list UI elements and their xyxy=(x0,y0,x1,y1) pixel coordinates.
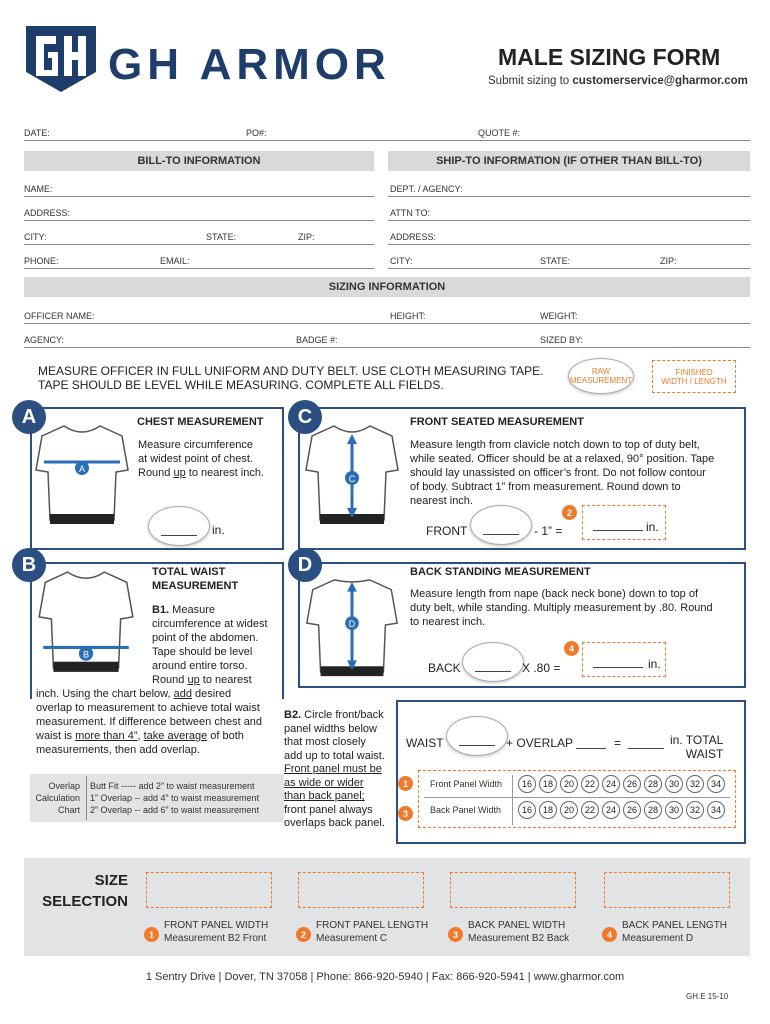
bill-phone-field[interactable] xyxy=(24,268,374,269)
overlap-chart-label: Overlap Calculation Chart xyxy=(35,781,80,815)
bill-address-label: ADDRESS: xyxy=(24,208,71,218)
total-waist-label: in. TOTAL WAIST xyxy=(670,733,724,761)
size-selection-caption-title: BACK PANEL WIDTH xyxy=(468,920,566,931)
raw-measurement-legend xyxy=(568,358,634,394)
finished-label-1: FINISHED xyxy=(675,367,713,377)
quote-label: QUOTE #: xyxy=(478,128,521,138)
section-b-badge: B xyxy=(12,548,46,582)
front-minus-label: - 1” = xyxy=(534,524,563,538)
overlap-row-2: 1” Overlap -- add 4” to waist measurement xyxy=(90,793,260,803)
front-panel-size-option[interactable]: 22 xyxy=(581,775,599,793)
bill-city-field[interactable] xyxy=(24,244,374,245)
ship-attn-field[interactable] xyxy=(388,220,750,221)
form-code: GH.E 15-10 xyxy=(686,992,729,1001)
sized-by-label: SIZED BY: xyxy=(540,335,584,345)
size-selection-caption-title: FRONT PANEL LENGTH xyxy=(316,920,429,931)
instruction-line-2: TAPE SHOULD BE LEVEL WHILE MEASURING. COMPLETE ALL FIELDS. xyxy=(38,378,444,392)
front-seated-heading: FRONT SEATED MEASUREMENT xyxy=(410,416,584,428)
b1-label: B1. xyxy=(152,604,170,616)
size-selection-badge: 1 xyxy=(144,927,159,942)
ship-dept-label: DEPT. / AGENCY: xyxy=(390,184,463,194)
size-selection-caption xyxy=(622,919,727,945)
size-selection-title: SIZE SELECTION xyxy=(42,872,128,910)
shirt-a-letter: A xyxy=(78,464,86,474)
ship-dept-field[interactable] xyxy=(388,196,750,197)
front-panel-size-option[interactable]: 28 xyxy=(644,775,662,793)
panel-size-divider xyxy=(512,775,513,825)
chest-line-2: at widest point of chest. xyxy=(138,453,253,465)
total-waist-field[interactable] xyxy=(628,748,664,749)
front-panel-size-option[interactable]: 24 xyxy=(602,775,620,793)
bill-address-field[interactable] xyxy=(24,220,374,221)
size-selection-caption xyxy=(164,919,268,945)
b1-instructions-cont: inch. Using the chart below, add desired overlap to measurement to achieve total waist measurement. If difference between chest and waist is more than 4”, take average of both measurements, then add overlap. xyxy=(36,688,263,756)
waist-heading-2: MEASUREMENT xyxy=(152,580,239,592)
ship-state-label: STATE: xyxy=(540,256,571,266)
overlap-label: + OVERLAP xyxy=(506,736,574,750)
section-a-badge: A xyxy=(12,400,46,434)
shirt-front-b-icon xyxy=(36,566,136,678)
sizing-heading: SIZING INFORMATION xyxy=(24,277,750,297)
front-unit: in. xyxy=(646,520,659,534)
front-panel-sizes xyxy=(518,775,728,793)
b2-instructions: B2. Circle front/back panel widths below that most closely add up to total waist. Front panel must be as wide or wider than back panel; front panel always overlaps back panel. xyxy=(284,709,385,829)
overlap-row-3: 2” Overlap -- add 6” to waist measurement xyxy=(90,805,260,815)
shirt-front-a-icon xyxy=(34,420,130,530)
height-label: HEIGHT: xyxy=(390,311,426,321)
date-label: DATE: xyxy=(24,128,50,138)
back-panel-size-option[interactable]: 20 xyxy=(560,801,578,819)
panel-width-divider xyxy=(424,797,730,798)
ship-attn-label: ATTN TO: xyxy=(390,208,431,218)
front-line-2: while seated. Officer should be at a relaxed, 90° position. Tape xyxy=(410,453,715,465)
back-standing-heading: BACK STANDING MEASUREMENT xyxy=(410,566,591,578)
front-line-3: should lay unassisted on officer’s front. Do not follow contour xyxy=(410,467,706,479)
front-panel-size-option[interactable]: 20 xyxy=(560,775,578,793)
chest-instructions xyxy=(138,438,264,480)
size-selection-badge: 3 xyxy=(448,927,463,942)
overlap-chart-rows xyxy=(90,780,259,816)
overlap-row-1: Butt Fit ----- add 2” to waist measurement xyxy=(90,781,255,791)
chest-line-3: Round up to nearest inch. xyxy=(138,467,265,479)
bill-state-label: STATE: xyxy=(206,232,237,242)
front-panel-size-option[interactable]: 26 xyxy=(623,775,641,793)
ship-zip-label: ZIP: xyxy=(660,256,677,266)
bill-phone-label: PHONE: xyxy=(24,256,59,266)
chest-heading: CHEST MEASUREMENT xyxy=(137,416,264,428)
waist-equals: = xyxy=(614,736,622,750)
raw-label-2: MEASUREMENT xyxy=(569,376,633,385)
back-panel-size-option[interactable]: 22 xyxy=(581,801,599,819)
waist-raw-input[interactable] xyxy=(446,716,508,756)
officer-label: OFFICER NAME: xyxy=(24,311,95,321)
front-panel-size-option[interactable]: 16 xyxy=(518,775,536,793)
badge-label: BADGE #: xyxy=(296,335,338,345)
front-panel-label: Front Panel Width xyxy=(430,779,503,789)
back-panel-sizes xyxy=(518,801,728,819)
size-selection-caption-source: Measurement B2 Front xyxy=(164,933,267,944)
front-panel-badge-1: 1 xyxy=(398,776,413,791)
shirt-d-letter: D xyxy=(348,619,356,630)
po-label: PO#: xyxy=(246,128,267,138)
bill-name-label: NAME: xyxy=(24,184,53,194)
chest-line-1: Measure circumference xyxy=(138,439,253,451)
raw-label-1: RAW xyxy=(591,367,611,376)
ship-address-field[interactable] xyxy=(388,244,750,245)
front-line-5: nearest inch. xyxy=(410,495,473,507)
ship-address-label: ADDRESS: xyxy=(390,232,437,242)
finished-label-2: WIDTH / LENGTH xyxy=(661,376,727,386)
bill-city-label: CITY: xyxy=(24,232,47,242)
back-panel-label: Back Panel Width xyxy=(430,805,502,815)
size-selection-input[interactable] xyxy=(146,872,272,908)
shirt-back-d-icon xyxy=(304,574,400,682)
waist-label: WAIST xyxy=(406,736,444,750)
shirt-c-letter: C xyxy=(348,474,356,484)
finished-legend xyxy=(652,360,736,393)
front-panel-size-option[interactable]: 32 xyxy=(686,775,704,793)
size-selection-caption-source: Measurement C xyxy=(316,933,388,944)
size-selection-badge: 2 xyxy=(296,927,311,942)
back-badge-4: 4 xyxy=(564,641,579,656)
agency-label: AGENCY: xyxy=(24,335,65,345)
brand-name: GH ARMOR xyxy=(108,40,391,89)
size-selection-caption-source: Measurement D xyxy=(622,933,694,944)
bill-to-heading: BILL-TO INFORMATION xyxy=(24,151,374,171)
weight-label: WEIGHT: xyxy=(540,311,578,321)
size-selection-caption xyxy=(468,919,569,945)
front-panel-size-option[interactable]: 34 xyxy=(707,775,725,793)
bill-name-field[interactable] xyxy=(24,196,374,197)
back-panel-size-option[interactable]: 34 xyxy=(707,801,725,819)
back-standing-instructions: Measure length from nape (back neck bone) down to top of duty belt, while standing. Multiply measurement by .80. Round to nearest inch. xyxy=(410,588,713,628)
form-title: MALE SIZING FORM xyxy=(498,44,721,70)
back-raw-input[interactable] xyxy=(462,642,524,682)
overlap-chart-divider xyxy=(86,776,87,820)
ship-city-label: CITY: xyxy=(390,256,413,266)
back-panel-size-option[interactable]: 32 xyxy=(686,801,704,819)
section-c-badge: C xyxy=(288,400,322,434)
ship-city-field[interactable] xyxy=(388,268,750,269)
instruction-line-1: MEASURE OFFICER IN FULL UNIFORM AND DUTY BELT. USE CLOTH MEASURING TAPE. xyxy=(38,364,544,378)
agency-field[interactable] xyxy=(24,347,750,348)
chest-unit: in. xyxy=(212,523,225,537)
back-panel-badge-3: 3 xyxy=(398,806,413,821)
subtitle-prefix: Submit sizing to xyxy=(488,75,573,87)
back-panel-size-option[interactable]: 18 xyxy=(539,801,557,819)
size-selection-caption-source: Measurement B2 Back xyxy=(468,933,570,944)
front-seated-instructions xyxy=(410,438,714,508)
front-line-1: Measure length from clavicle notch down to top of duty belt, xyxy=(410,439,700,451)
waist-heading xyxy=(152,565,238,593)
size-selection-badge: 4 xyxy=(602,927,617,942)
back-unit: in. xyxy=(648,657,661,671)
b1-instructions: B1. Measure circumference at widest point of the abdomen. Tape should be level around entire torso. Round up to nearest xyxy=(152,604,268,686)
form-subtitle xyxy=(488,75,748,87)
size-selection-caption xyxy=(316,919,428,945)
instructions xyxy=(38,364,543,392)
chest-measurement-input[interactable] xyxy=(148,506,210,546)
gh-logo-icon xyxy=(22,22,100,94)
front-label: FRONT xyxy=(426,524,468,538)
back-panel-size-option[interactable]: 26 xyxy=(623,801,641,819)
back-label: BACK xyxy=(428,661,461,675)
back-panel-size-option[interactable]: 30 xyxy=(665,801,683,819)
size-selection-input[interactable] xyxy=(604,872,730,908)
front-line-4: of body. Subtract 1” from measurement. Round down to xyxy=(410,481,681,493)
bill-zip-label: ZIP: xyxy=(298,232,315,242)
ship-to-heading: SHIP-TO INFORMATION (IF OTHER THAN BILL-TO) xyxy=(388,151,750,171)
top-fields-rule xyxy=(24,140,750,141)
shirt-front-c-icon xyxy=(304,420,400,530)
back-panel-size-option[interactable]: 28 xyxy=(644,801,662,819)
size-selection-input[interactable] xyxy=(450,872,576,908)
front-badge-2: 2 xyxy=(562,505,577,520)
back-panel-size-option[interactable]: 24 xyxy=(602,801,620,819)
front-panel-size-option[interactable]: 30 xyxy=(665,775,683,793)
shirt-b-letter: B xyxy=(82,649,90,660)
brand-logo xyxy=(22,22,100,94)
section-d-badge: D xyxy=(288,548,322,582)
officer-field[interactable] xyxy=(24,323,750,324)
bill-email-label: EMAIL: xyxy=(160,256,190,266)
size-selection-caption-title: BACK PANEL LENGTH xyxy=(622,920,728,931)
waist-heading-1: TOTAL WAIST xyxy=(152,566,226,578)
front-raw-input[interactable] xyxy=(470,505,532,545)
overlap-field[interactable] xyxy=(576,748,606,749)
back-mult-label: X .80 = xyxy=(522,661,561,675)
submit-email[interactable]: customerservice@gharmor.com xyxy=(572,75,748,87)
footer-contact: 1 Sentry Drive | Dover, TN 37058 | Phone: 866-920-5940 | Fax: 866-920-5941 | www.gharmor.com xyxy=(145,971,625,983)
back-panel-size-option[interactable]: 16 xyxy=(518,801,536,819)
size-selection-caption-title: FRONT PANEL WIDTH xyxy=(164,920,269,931)
front-panel-size-option[interactable]: 18 xyxy=(539,775,557,793)
size-selection-input[interactable] xyxy=(298,872,424,908)
